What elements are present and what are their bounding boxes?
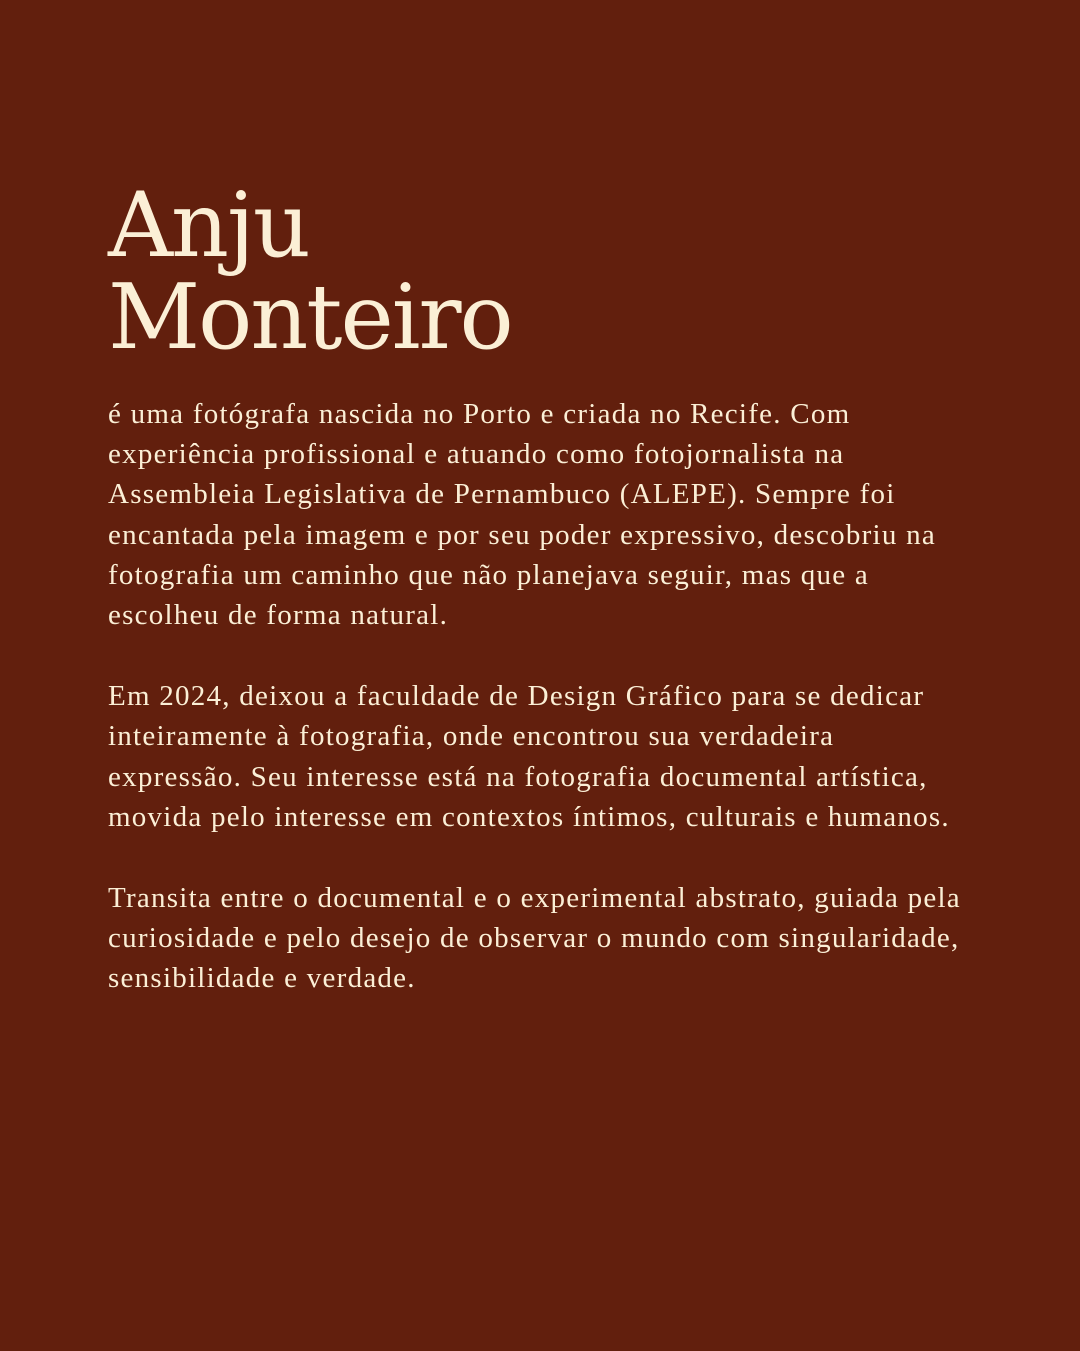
bio-paragraph-2: Em 2024, deixou a faculdade de Design Gráfico para se dedicar inteiramente à fotografia, onde encontrou sua verdadeira expressão. Seu interesse está na fotografia documental artística, movida pelo interesse em contextos íntimos, culturais e humanos. bbox=[108, 680, 950, 833]
bio-paragraph-1: é uma fotógrafa nascida no Porto e criada no Recife. Com experiência profissional e atuando como fotojornalista na Assembleia Legislativa de Pernambuco (ALEPE). Sempre foi encantada pela imagem e por seu poder expressivo, descobriu na fotografia um caminho que não planejava seguir, mas que a escolheu de forma natural. bbox=[108, 398, 936, 632]
bio-text bbox=[108, 394, 968, 999]
last-name: Monteiro bbox=[108, 265, 512, 370]
photographer-name bbox=[108, 173, 968, 370]
bio-paragraph-3: Transita entre o documental e o experimental abstrato, guiada pela curiosidade e pelo desejo de observar o mundo com singularidade, sensibilidade e verdade. bbox=[108, 882, 961, 995]
first-name: Anju bbox=[108, 173, 309, 278]
bio-content bbox=[108, 173, 968, 1040]
